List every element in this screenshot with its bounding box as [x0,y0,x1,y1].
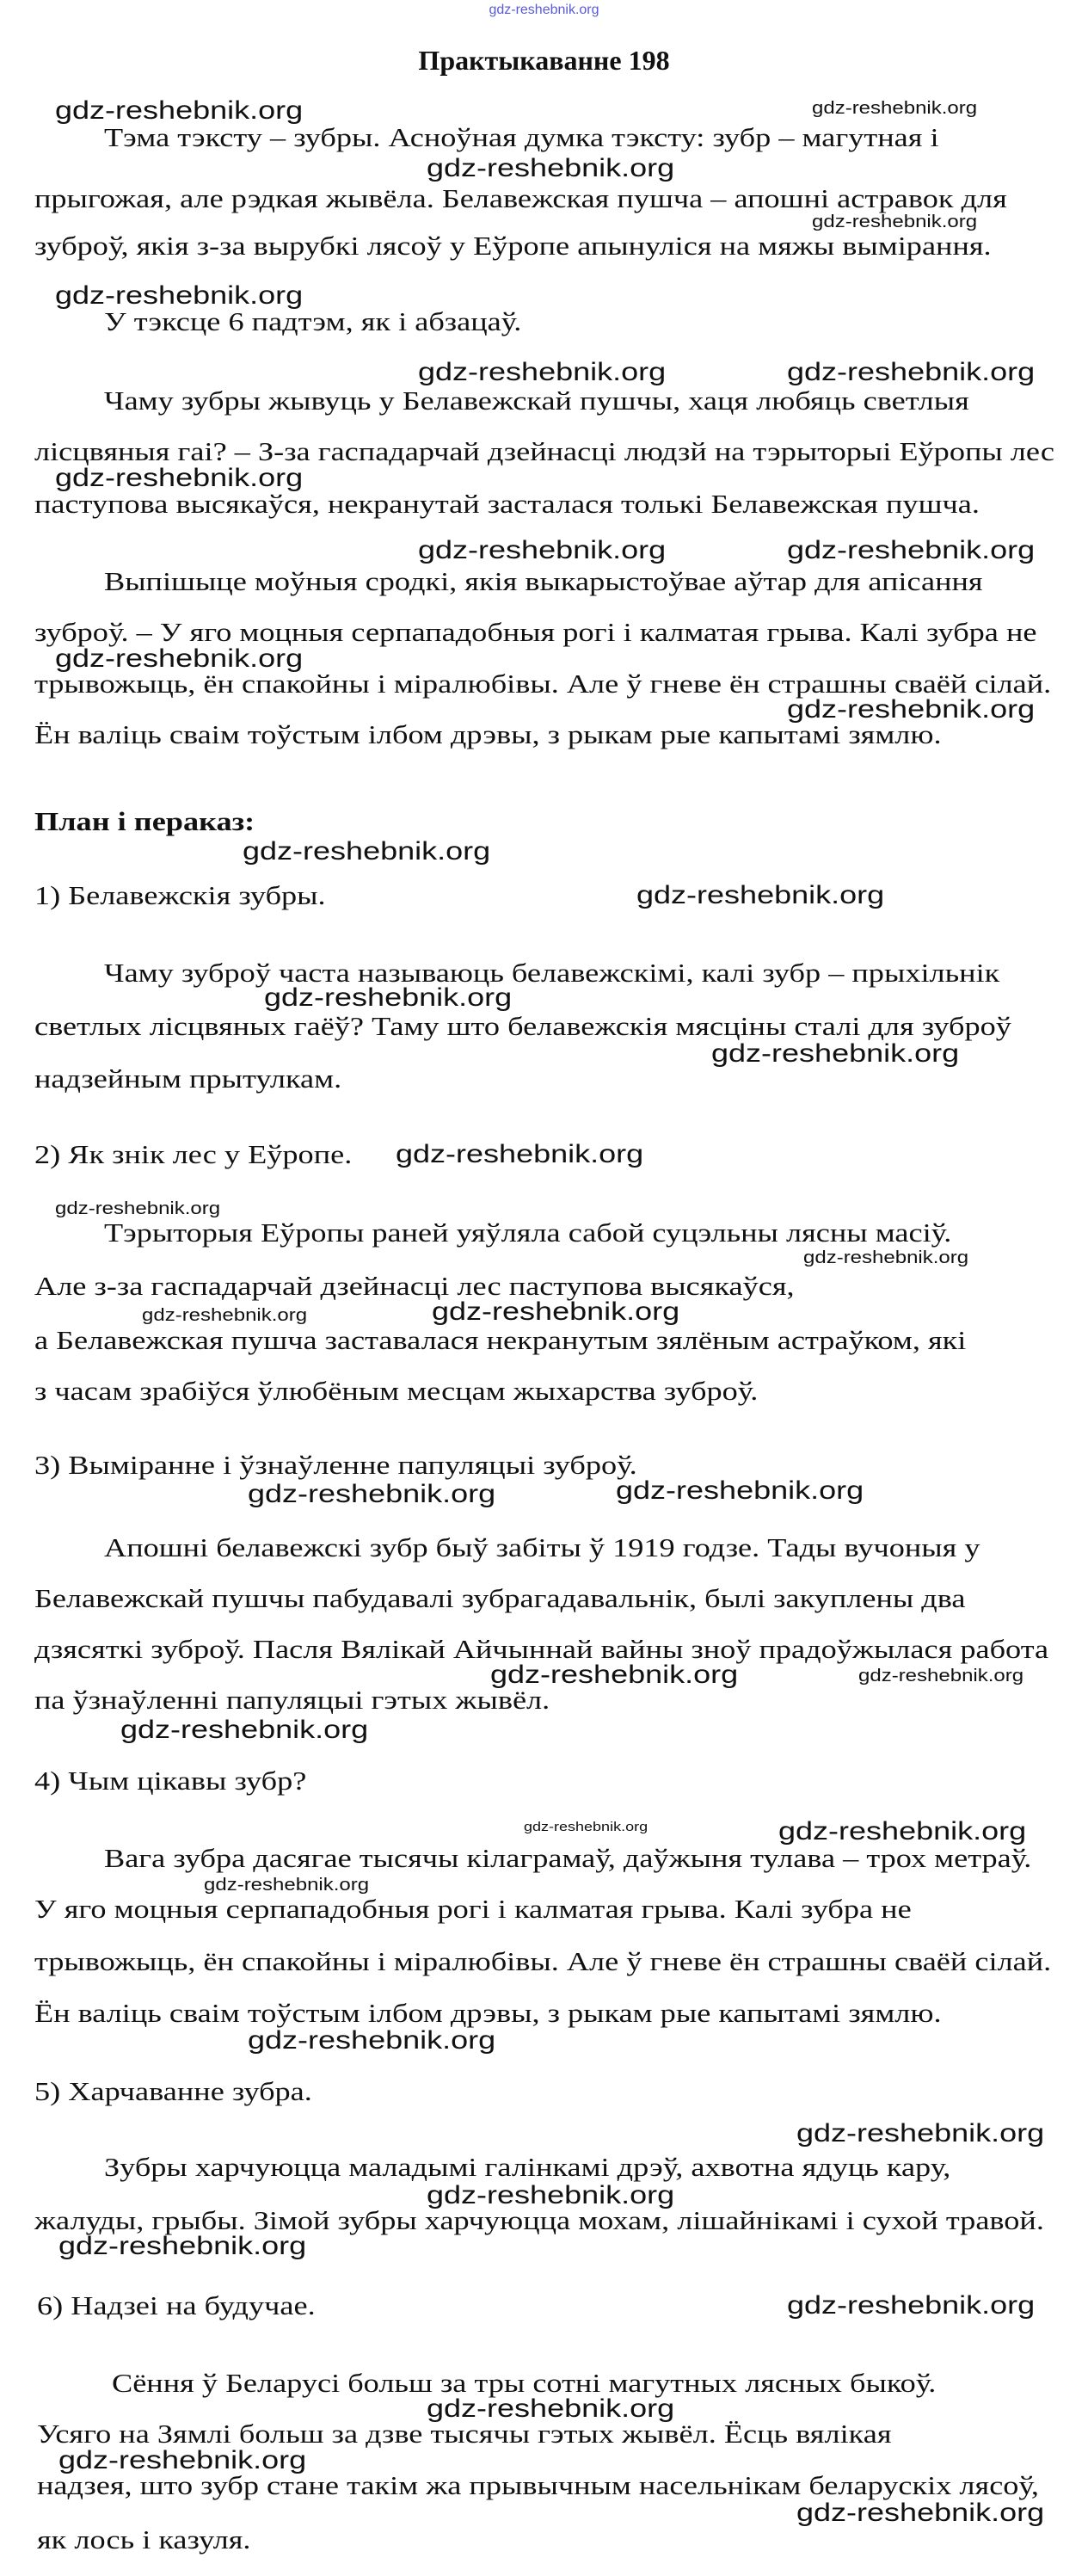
section-heading: 4) Чым цікавы зубр? [34,1766,307,1796]
watermark: gdz-reshebnik.org [616,1476,864,1505]
text-line: Зубры харчуюцца маладымі галінкамі дрэў, ахвотна ядуць кару, [104,2152,951,2182]
watermark: gdz-reshebnik.org [55,644,304,673]
watermark: gdz-reshebnik.org [778,1817,1027,1846]
watermark: gdz-reshebnik.org [812,213,978,231]
watermark: gdz-reshebnik.org [489,3,599,17]
watermark: gdz-reshebnik.org [204,1876,370,1895]
section-heading: 3) Выміранне і ўзнаўленне папуляцыі зуброў. [34,1450,637,1480]
text-line: зуброў, якія з-за вырубкі лясоў у Еўропе апынуліся на мяжы вымірання. [34,231,992,261]
text-line: Тэрыторыя Еўропы раней уяўляла сабой суцэльны лясны масіў. [104,1217,952,1248]
watermark: gdz-reshebnik.org [787,358,1036,386]
watermark: gdz-reshebnik.org [787,2291,1036,2320]
text-line: Ён валіць сваім тоўстым ілбом дрэвы, з рыкам рые капытамі зямлю. [34,719,942,749]
watermark: gdz-reshebnik.org [55,281,304,310]
page-title: Практыкаванне 198 [418,45,670,76]
text-line: лісцвяныя гаі? – З-за гаспадарчай дзейнасці людзй на тэрыторыі Еўропы лес [34,436,1055,466]
watermark: gdz-reshebnik.org [490,1661,739,1689]
text-line: Тэма тэксту – зубры. Асноўная думка тэксту: зубр – магутная і [104,122,939,152]
text-line: У яго моцныя серпападобныя рогі і калматая грыва. Калі зубра не [34,1894,912,1924]
text-line: дзясяткі зуброў. Пасля Вялікай Айчыннай вайны зноў прадоўжылася работа [34,1634,1049,1664]
watermark: gdz-reshebnik.org [248,2026,496,2055]
watermark: gdz-reshebnik.org [243,837,491,866]
watermark: gdz-reshebnik.org [432,1297,680,1326]
text-line: надзея, што зубр стане такім жа прывычным насельнікам беларускіх лясоў, [37,2470,1040,2500]
text-line: трывожыць, ён спакойны і міралюбівы. Але ў гневе ён страшны сваёй сілай. [34,669,1052,699]
text-line: паступова высякаўся, некранутай засталася толькі Белавежская пушча. [34,489,980,519]
watermark: gdz-reshebnik.org [58,2232,307,2260]
text-line: У тэксце 6 падтэм, як і абзацаў. [104,306,522,336]
watermark: gdz-reshebnik.org [858,1667,1024,1685]
watermark: gdz-reshebnik.org [812,99,978,118]
watermark: gdz-reshebnik.org [427,154,675,182]
text-line: жалуды, грыбы. Зімой зубры харчуюцца мохам, лішайнікамі і сухой травой. [34,2205,1044,2235]
watermark: gdz-reshebnik.org [58,2446,307,2474]
section-heading: 5) Харчаванне зубра. [34,2076,312,2106]
section-heading: 2) Як знік лес у Еўропе. [34,1139,353,1169]
watermark: gdz-reshebnik.org [711,1039,960,1068]
section-heading: 1) Белавежскія зубры. [34,880,326,910]
watermark: gdz-reshebnik.org [418,358,667,386]
watermark: gdz-reshebnik.org [418,536,667,564]
text-line: Ён валіць сваім тоўстым ілбом дрэвы, з рыкам рые капытамі зямлю. [34,1998,942,2028]
watermark: gdz-reshebnik.org [803,1248,969,1267]
text-line: а Белавежская пушча заставалася некранутым зялёным астраўком, які [34,1325,967,1355]
text-line: Але з-за гаспадарчай дзейнасці лес паступова высякаўся, [34,1271,795,1301]
watermark: gdz-reshebnik.org [396,1140,644,1168]
watermark: gdz-reshebnik.org [142,1306,308,1325]
text-line: па ўзнаўленні папуляцыі гэтых жывёл. [34,1685,550,1715]
watermark: gdz-reshebnik.org [427,2394,675,2423]
text-line: Чаму зуброў часта называюць белавежскімі, калі зубр – прыхільнік [104,958,1000,988]
watermark: gdz-reshebnik.org [55,464,304,492]
watermark: gdz-reshebnik.org [796,2119,1045,2148]
plan-heading: План і пераказ: [34,806,255,836]
text-line: з часам зрабіўся ўлюбёным месцам жыхарства зуброў. [34,1376,759,1406]
text-line: трывожыць, ён спакойны і міралюбівы. Але ў гневе ён страшны сваёй сілай. [34,1946,1052,1976]
text-line: Сёння ў Беларусі больш за тры сотні магутных лясных быкоў. [112,2368,937,2398]
text-line: прыгожая, але рэдкая жывёла. Белавежская пушча – апошні астравок для [34,183,1007,213]
text-line: Вага зубра дасягае тысячы кілаграмаў, даўжыня тулава – трох метраў. [104,1843,1032,1873]
watermark: gdz-reshebnik.org [120,1716,369,1744]
watermark: gdz-reshebnik.org [55,96,304,125]
watermark: gdz-reshebnik.org [248,1480,496,1508]
watermark: gdz-reshebnik.org [636,881,885,909]
watermark: gdz-reshebnik.org [524,1820,648,1834]
watermark: gdz-reshebnik.org [264,983,513,1012]
text-line: Выпішыце моўныя сродкі, якія выкарыстоўвае аўтар для апісання [104,566,983,596]
text-line: зуброў. – У яго моцныя серпападобныя рогі і калматая грыва. Калі зубра не [34,617,1037,647]
text-line: светлых лісцвяных гаёў? Таму што белавежскія мясціны сталі для зуброў [34,1011,1011,1041]
text-line: Чаму зубры жывуць у Белавежскай пушчы, хаця любяць светлыя [104,385,969,416]
watermark: gdz-reshebnik.org [55,1199,221,1218]
text-line: надзейным прытулкам. [34,1063,342,1094]
watermark: gdz-reshebnik.org [787,695,1036,724]
text-line: Белавежскай пушчы пабудавалі зубрагадавальнік, былі закуплены два [34,1583,966,1613]
text-line: Усяго на Зямлі больш за дзве тысячы гэтых жывёл. Ёсць вялікая [37,2419,892,2449]
watermark: gdz-reshebnik.org [787,536,1036,564]
section-heading: 6) Надзеі на будучае. [37,2290,316,2320]
watermark: gdz-reshebnik.org [427,2181,675,2209]
watermark: gdz-reshebnik.org [796,2499,1045,2527]
text-line: як лось і казуля. [37,2524,251,2554]
text-line: Апошні белавежскі зубр быў забіты ў 1919 годзе. Тады вучоныя у [104,1532,980,1562]
